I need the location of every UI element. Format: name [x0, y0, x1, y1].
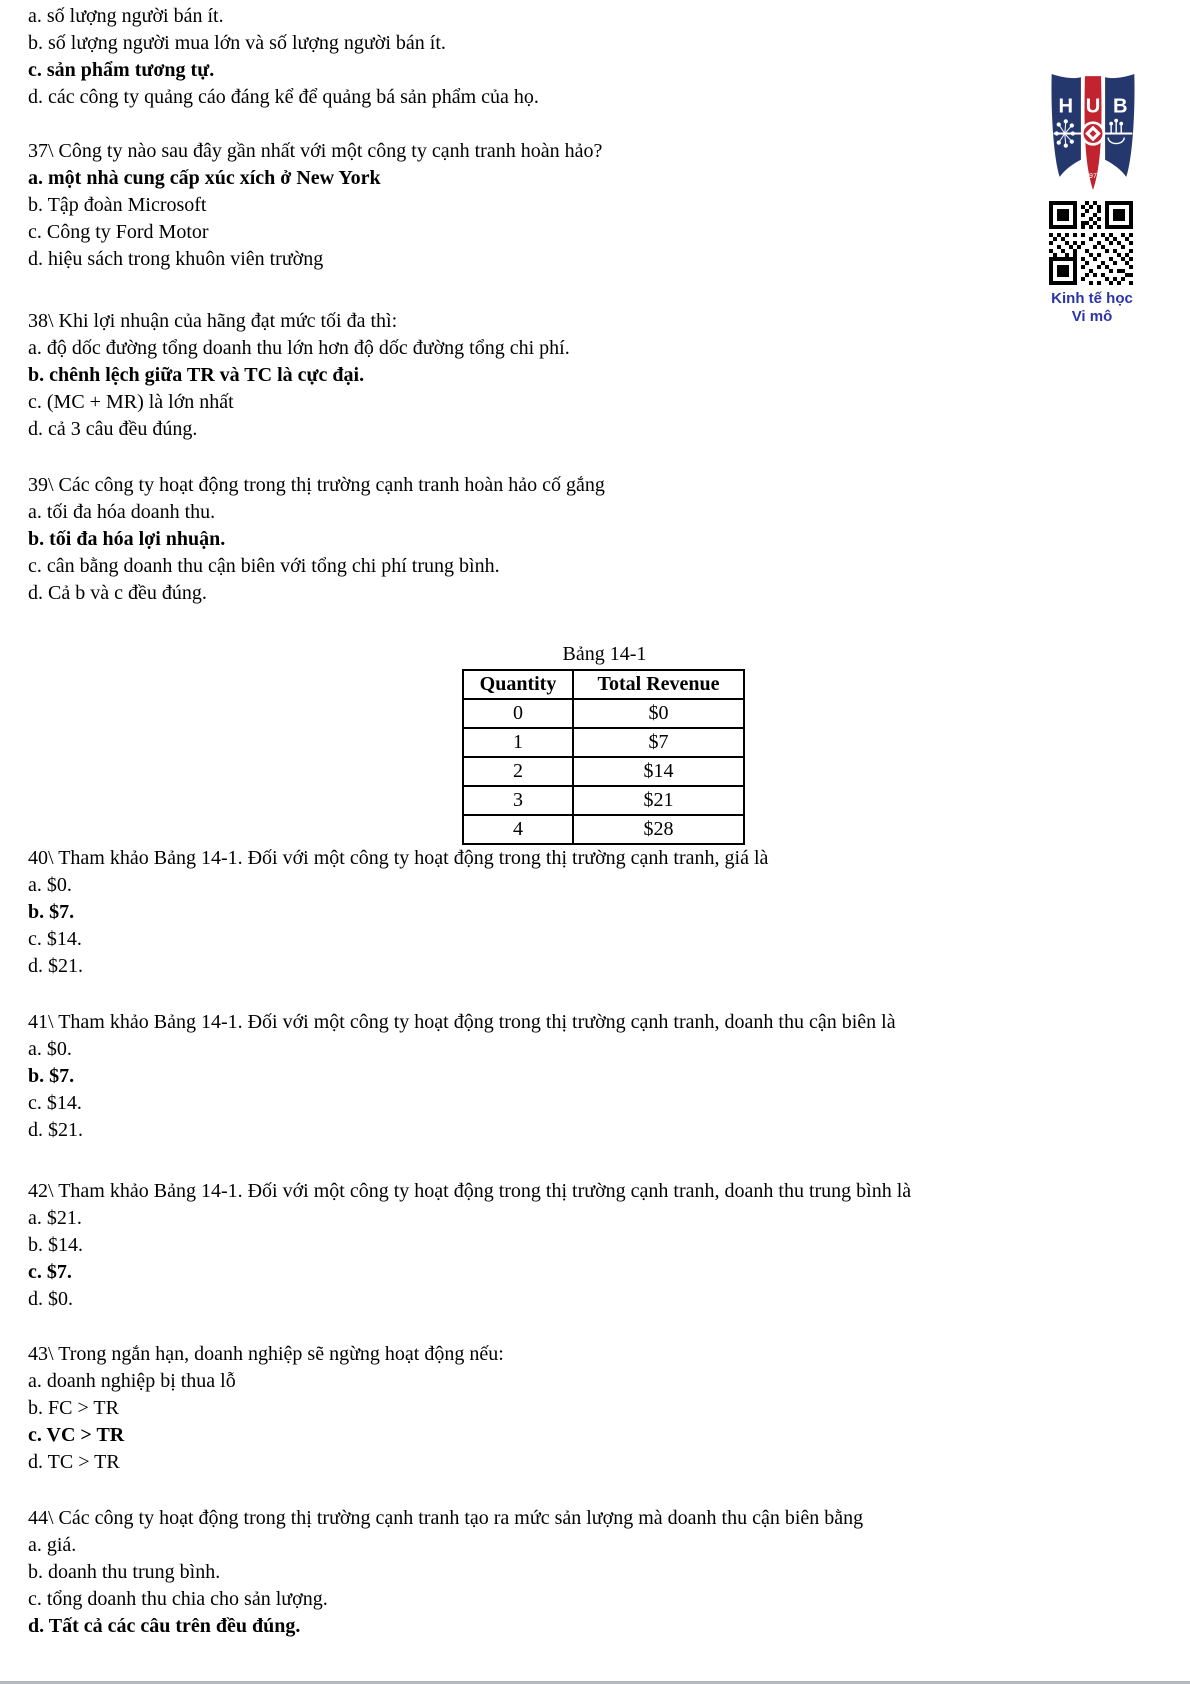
- revenue-table: [462, 669, 745, 845]
- question-prompt: 41\ Tham khảo Bảng 14-1. Đối với một công ty hoạt động trong thị trường cạnh tranh, doanh thu cận biên là: [28, 1011, 896, 1033]
- logo-letter-u: U: [1085, 95, 1101, 118]
- course-caption-line1: Kinh tế học: [1051, 290, 1133, 307]
- question-prompt: 42\ Tham khảo Bảng 14-1. Đối với một công ty hoạt động trong thị trường cạnh tranh, doanh thu trung bình là: [28, 1180, 912, 1202]
- option-line: c. $14.: [28, 1092, 82, 1114]
- option-line: d. $0.: [28, 1288, 73, 1310]
- table-header-total-revenue: Total Revenue: [573, 670, 744, 699]
- option-line-correct: b. $7.: [28, 901, 75, 923]
- table-cell: $7: [573, 728, 744, 757]
- option-line: a. $21.: [28, 1207, 82, 1229]
- option-line: d. TC > TR: [28, 1451, 120, 1473]
- option-line: c. tổng doanh thu chia cho sản lượng.: [28, 1588, 328, 1610]
- option-line: c. cân bằng doanh thu cận biên với tổng chi phí trung bình.: [28, 555, 500, 577]
- option-line: a. giá.: [28, 1534, 77, 1556]
- option-line: a. số lượng người bán ít.: [28, 5, 224, 27]
- option-line-correct: a. một nhà cung cấp xúc xích ở New York: [28, 167, 381, 189]
- option-line: b. $14.: [28, 1234, 83, 1256]
- question-38: [28, 308, 1038, 443]
- logo-year: 1976: [1085, 172, 1101, 180]
- table-cell: 1: [463, 728, 573, 757]
- qr-code: [1049, 201, 1133, 285]
- question-44: [28, 1505, 1038, 1640]
- option-line-correct: c. VC > TR: [28, 1424, 125, 1446]
- option-line: a. $0.: [28, 874, 72, 896]
- logo-letter-b: B: [1112, 95, 1128, 118]
- table-bang-14-1: [462, 642, 747, 845]
- question-prompt: 44\ Các công ty hoạt động trong thị trường cạnh tranh tạo ra mức sản lượng mà doanh thu cận biên bằng: [28, 1507, 864, 1529]
- option-line: d. Cả b và c đều đúng.: [28, 582, 207, 604]
- table-cell: 3: [463, 786, 573, 815]
- option-line-correct: c. sản phẩm tương tự.: [28, 59, 215, 81]
- option-line: c. (MC + MR) là lớn nhất: [28, 391, 234, 413]
- option-line: b. số lượng người mua lớn và số lượng người bán ít.: [28, 32, 446, 54]
- table-cell: 2: [463, 757, 573, 786]
- question-prompt: 43\ Trong ngắn hạn, doanh nghiệp sẽ ngừng hoạt động nếu:: [28, 1343, 504, 1365]
- question-prompt: 37\ Công ty nào sau đây gần nhất với một công ty cạnh tranh hoàn hảo?: [28, 140, 603, 162]
- option-line: a. độ dốc đường tổng doanh thu lớn hơn độ dốc đường tổng chi phí.: [28, 337, 570, 359]
- option-line-correct: b. $7.: [28, 1065, 75, 1087]
- question-prompt: 40\ Tham khảo Bảng 14-1. Đối với một công ty hoạt động trong thị trường cạnh tranh, giá là: [28, 847, 769, 869]
- option-line: d. các công ty quảng cáo đáng kể để quảng bá sản phẩm của họ.: [28, 86, 539, 108]
- option-line: b. FC > TR: [28, 1397, 119, 1419]
- option-line: a. tối đa hóa doanh thu.: [28, 501, 216, 523]
- question-40: [28, 845, 1038, 980]
- logo-letter-h: H: [1058, 95, 1074, 118]
- question-prompt: 38\ Khi lợi nhuận của hãng đạt mức tối đa thì:: [28, 310, 398, 332]
- option-line: b. doanh thu trung bình.: [28, 1561, 221, 1583]
- question-37: [28, 138, 1038, 273]
- table-cell: $21: [573, 786, 744, 815]
- table-row: [463, 699, 744, 728]
- option-line: d. $21.: [28, 955, 83, 977]
- option-line: c. Công ty Ford Motor: [28, 221, 209, 243]
- option-line-correct: c. $7.: [28, 1261, 72, 1283]
- table-title: Bảng 14-1: [562, 643, 647, 665]
- table-row: [463, 728, 744, 757]
- course-caption-line2: Vi mô: [1071, 308, 1113, 325]
- option-line: a. $0.: [28, 1038, 72, 1060]
- question-41: [28, 1009, 1038, 1144]
- option-line: d. $21.: [28, 1119, 83, 1141]
- option-line: c. $14.: [28, 928, 82, 950]
- option-line-correct: d. Tất cả các câu trên đều đúng.: [28, 1615, 301, 1637]
- table-row: [463, 757, 744, 786]
- hub-logo: [1047, 67, 1139, 194]
- option-line: b. Tập đoàn Microsoft: [28, 194, 207, 216]
- table-cell: 0: [463, 699, 573, 728]
- table-row: [463, 815, 744, 844]
- option-line: d. cả 3 câu đều đúng.: [28, 418, 198, 440]
- question-43: [28, 1341, 1038, 1476]
- course-caption: [1028, 290, 1156, 326]
- table-cell: $14: [573, 757, 744, 786]
- option-line-correct: b. tối đa hóa lợi nhuận.: [28, 528, 226, 550]
- question-prompt: 39\ Các công ty hoạt động trong thị trường cạnh tranh hoàn hảo cố gắng: [28, 474, 605, 496]
- question-36-options: [28, 3, 1038, 111]
- table-cell: $28: [573, 815, 744, 844]
- question-39: [28, 472, 1038, 607]
- question-42: [28, 1178, 1038, 1313]
- table-cell: $0: [573, 699, 744, 728]
- table-row: [463, 786, 744, 815]
- option-line: d. hiệu sách trong khuôn viên trường: [28, 248, 324, 270]
- option-line: a. doanh nghiệp bị thua lỗ: [28, 1370, 236, 1392]
- table-cell: 4: [463, 815, 573, 844]
- table-header-row: [463, 670, 744, 699]
- option-line-correct: b. chênh lệch giữa TR và TC là cực đại.: [28, 364, 365, 386]
- table-header-quantity: Quantity: [463, 670, 573, 699]
